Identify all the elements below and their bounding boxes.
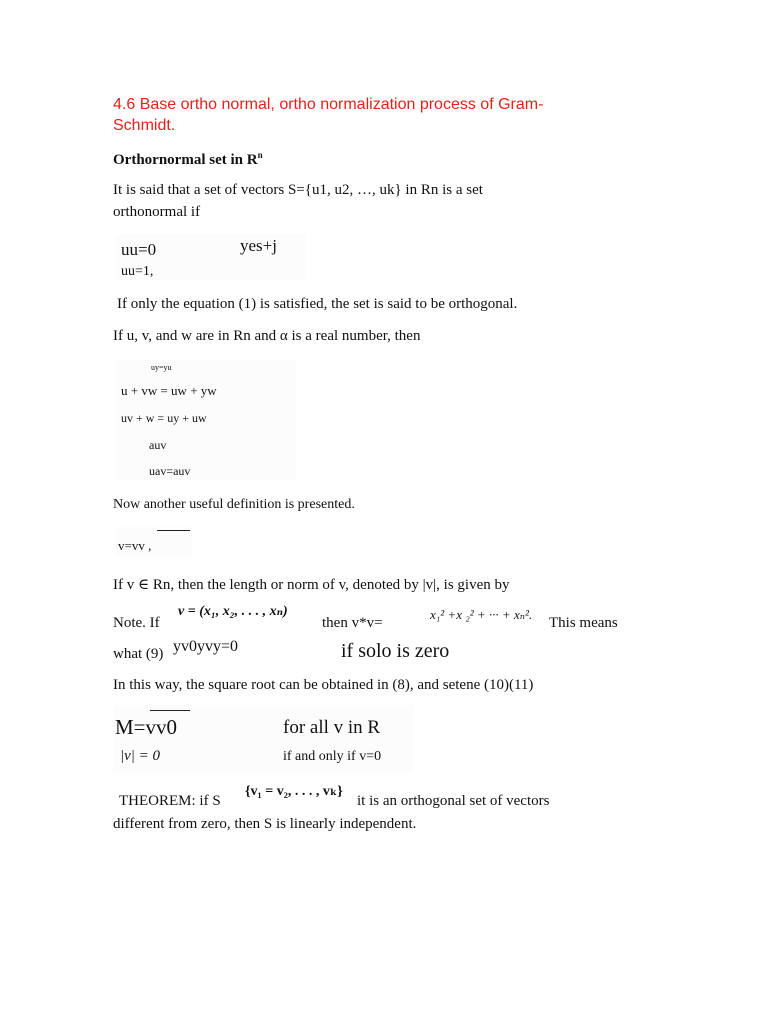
what-nine-formula: yv0yvy=0 [173,638,239,655]
equation-uu-zero: uu=0 [121,240,157,259]
theorem-suffix: it is an orthogonal set of vectors [357,793,550,809]
definition-sentence: Now another useful definition is presented. [113,497,355,512]
square-root-sentence: In this way, the square root can be obtained in (8), and setene (10)(11) [113,677,534,693]
subheading [113,150,263,169]
equation-uu-one: uu=1, [121,264,154,279]
equation-distributive-2: uv + w = uy + uw [121,411,207,425]
vector-definition: v = (x₁, x₂, . . . , xₙ) [178,604,288,619]
equation-uav-auv: uav=auv [149,464,191,478]
then-vv-text: then v*v= [322,615,383,631]
equation-yes-j: yes+j [240,236,277,255]
this-means-text: This means [549,615,618,631]
theorem-vector-set: {v₁ = v₂, . . . , vₖ} [245,784,343,799]
if-and-only-if-v-zero: if and only if v=0 [283,749,382,764]
equation-auv: auv [149,438,167,452]
intro-line-2: orthonormal if [113,204,201,220]
note-if-text: Note. If [113,615,160,631]
radical-overline-2 [150,710,190,711]
section-heading-line-1: 4.6 Base ortho normal, ortho normalization process of Gram- [113,96,544,113]
for-all-v-in-r: for all v in R [283,717,381,738]
equation-distributive-1: u + vw = uw + yw [121,383,217,398]
theorem-prefix: THEOREM: if S [119,793,221,809]
orthogonal-sentence: If only the equation (1) is satisfied, the set is said to be orthogonal. [117,296,518,312]
what-nine-text: what (9) [113,646,164,662]
equation-uy-yu: uy=yu [151,363,172,372]
sum-of-squares: x₁² +x ₂² + ··· + xₙ². [430,607,533,622]
equation-abs-v-zero: |v| = 0 [120,748,161,764]
if-solo-is-zero: if solo is zero [341,640,450,662]
intro-line-1: It is said that a set of vectors S={u1, u2, …, uk} in Rn is a set [113,182,483,198]
radical-overline [157,530,190,531]
theorem-line-2: different from zero, then S is linearly independent. [113,816,417,832]
subheading-text: Orthornormal set in R [113,152,258,168]
section-heading-line-2: Schmidt. [113,117,176,134]
real-number-sentence: If u, v, and w are in Rn and α is a real number, then [113,328,421,344]
subheading-superscript: n [257,150,263,160]
length-sentence: If v ∈ Rn, then the length or norm of v, denoted by |v|, is given by [113,577,510,593]
norm-formula: v=vv , [118,538,152,553]
equation-m-vv0: M=vv0 [115,715,178,739]
